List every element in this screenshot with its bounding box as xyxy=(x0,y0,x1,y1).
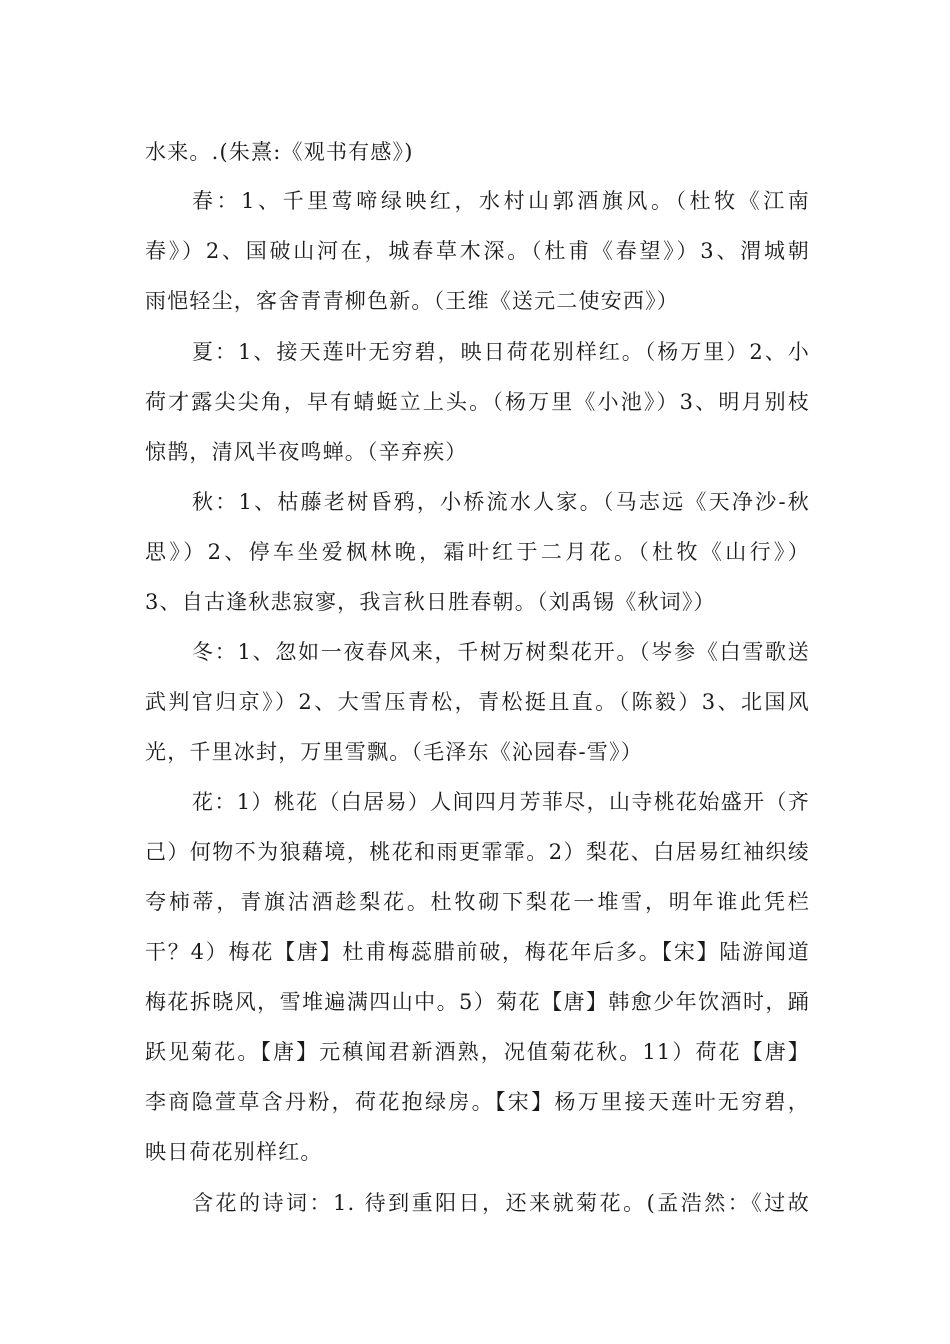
paragraph-spring-line-2: 春》）2、国破山河在，城春草木深。（杜甫《春望》）3、渭城朝 xyxy=(145,239,810,263)
paragraph-flowers-line-5: 梅花拆晓风，雪堆遍满四山中。5）菊花【唐】韩愈少年饮酒时，踊 xyxy=(145,990,810,1014)
paragraph-autumn-line-2: 思》）2、停车坐爱枫林晚，霜叶红于二月花。（杜牧《山行》） xyxy=(145,540,810,564)
paragraph-flowers-line-4: 干？4）梅花【唐】杜甫梅蕊腊前破，梅花年后多。【宋】陆游闻道 xyxy=(145,940,810,964)
paragraph-flower-poems-line-1: 含花的诗词：1. 待到重阳日，还来就菊花。(孟浩然：《过故 xyxy=(192,1191,810,1215)
paragraph-flowers-line-6: 跃见菊花。【唐】元稹闻君新酒熟，况值菊花秋。11）荷花【唐】 xyxy=(145,1040,810,1064)
paragraph-flowers-line-7: 李商隐萱草含丹粉，荷花抱绿房。【宋】杨万里接天莲叶无穷碧， xyxy=(145,1090,810,1114)
paragraph-flowers-line-3: 夸柿蒂，青旗沽酒趁梨花。杜牧砌下梨花一堆雪，明年谁此凭栏 xyxy=(145,890,810,914)
paragraph-summer-line-1: 夏：1、接天莲叶无穷碧，映日荷花别样红。（杨万里）2、小 xyxy=(192,340,810,364)
text-line: 水来。.(朱熹:《观书有感》) xyxy=(145,140,414,164)
paragraph-flowers-line-8: 映日荷花别样红。 xyxy=(145,1140,323,1164)
paragraph-spring-line-3: 雨悒轻尘，客舍青青柳色新。（王维《送元二使安西》） xyxy=(145,289,679,313)
paragraph-autumn-line-3: 3、自古逢秋悲寂寥，我言秋日胜春朝。（刘禹锡《秋词》） xyxy=(145,590,716,614)
paragraph-winter-line-2: 武判官归京》）2、大雪压青松，青松挺且直。（陈毅）3、北国风 xyxy=(145,690,810,714)
paragraph-winter-line-3: 光，千里冰封，万里雪飘。（毛泽东《沁园春-雪》） xyxy=(145,740,643,764)
paragraph-flowers-line-2: 己）何物不为狼藉境，桃花和雨更霏霏。2）梨花、白居易红袖织绫 xyxy=(145,840,810,864)
paragraph-autumn-line-1: 秋：1、枯藤老树昏鸦，小桥流水人家。（马志远《天净沙-秋 xyxy=(192,490,810,514)
paragraph-flowers-line-1: 花：1）桃花（白居易）人间四月芳菲尽，山寺桃花始盛开（齐 xyxy=(192,790,810,814)
paragraph-spring-line-1: 春：1、千里莺啼绿映红，水村山郭酒旗风。（杜牧《江南 xyxy=(192,189,810,213)
paragraph-summer-line-3: 惊鹊，清风半夜鸣蝉。（辛弃疾） xyxy=(145,440,468,464)
paragraph-winter-line-1: 冬：1、忽如一夜春风来，千树万树梨花开。（岑参《白雪歌送 xyxy=(192,640,810,664)
paragraph-summer-line-2: 荷才露尖尖角，早有蜻蜓立上头。（杨万里《小池》）3、明月别枝 xyxy=(145,390,810,414)
